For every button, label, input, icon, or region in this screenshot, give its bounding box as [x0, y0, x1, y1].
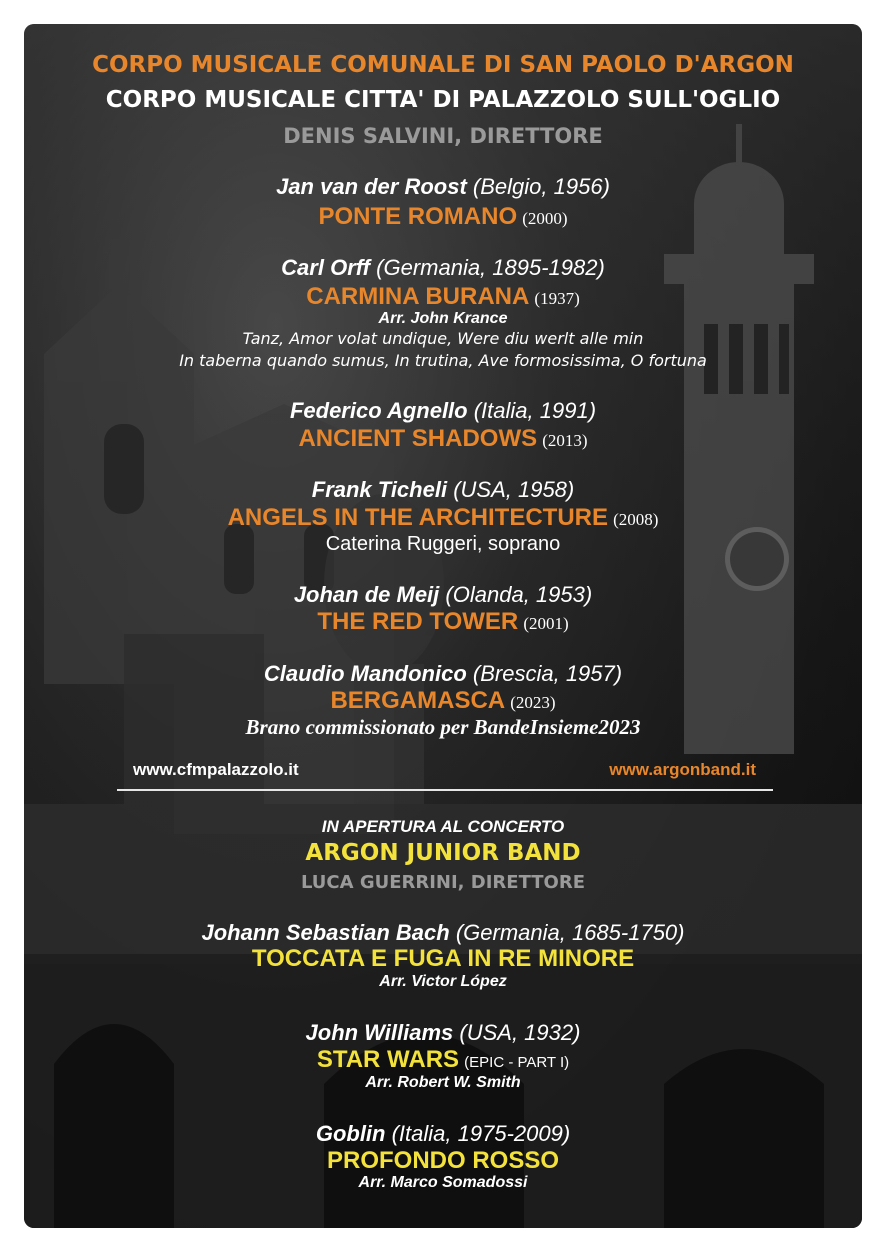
composer-info: (Germania, 1895-1982) — [376, 255, 605, 280]
arranger: Arr. Marco Somadossi — [358, 1174, 528, 1191]
piece-year: (2008) — [613, 510, 659, 529]
composer-line — [24, 922, 862, 944]
composer-name: Johann Sebastian Bach — [201, 920, 450, 945]
composer-info: (Brescia, 1957) — [472, 661, 623, 686]
composer-name: Jan van der Roost — [276, 174, 467, 199]
composer-name: Frank Ticheli — [311, 477, 448, 502]
piece-title: BERGAMASCA — [330, 687, 506, 714]
piece-title: CARMINA BURANA — [306, 283, 530, 310]
movements-line-1: Tanz, Amor volat undique, Were diu werlt alle min — [242, 329, 644, 348]
commission-note: Brano commissionato per BandeInsieme2023 — [245, 715, 641, 739]
composer-name: Claudio Mandonico — [263, 661, 467, 686]
soloist: Caterina Ruggeri, soprano — [325, 533, 561, 555]
piece-title-line — [24, 1048, 862, 1072]
website-link-palazzolo[interactable]: www.cfmpalazzolo.it — [133, 760, 299, 779]
composer-name: Federico Agnello — [289, 398, 468, 423]
piece-year: (2000) — [522, 209, 568, 228]
band-name-argon: CORPO MUSICALE COMUNALE DI SAN PAOLO D'ARGON — [92, 52, 794, 78]
piece-year: (2001) — [523, 614, 569, 633]
piece-year: (1937) — [534, 289, 580, 308]
piece-year: (2023) — [510, 693, 556, 712]
piece-title-line — [24, 506, 862, 530]
composer-info: (Germania, 1685-1750) — [455, 920, 685, 945]
composer-line — [24, 584, 862, 606]
piece-title: STAR WARS — [316, 1046, 460, 1073]
junior-band-name: ARGON JUNIOR BAND — [305, 840, 581, 866]
website-link-argon[interactable]: www.argonband.it — [609, 760, 756, 779]
piece-title-line — [24, 610, 862, 634]
composer-name: Goblin — [315, 1121, 386, 1146]
piece-title: PONTE ROMANO — [318, 203, 518, 230]
arranger: Arr. Robert W. Smith — [365, 1074, 521, 1091]
arranger: Arr. John Krance — [378, 310, 508, 327]
director-label: DENIS SALVINI, DIRETTORE — [283, 124, 603, 148]
composer-line — [24, 663, 862, 685]
piece-title: PROFONDO ROSSO — [326, 1147, 560, 1174]
poster-panel — [24, 24, 862, 1228]
piece-title-line — [24, 427, 862, 451]
piece-year: (2013) — [542, 431, 588, 450]
composer-name: Johan de Meij — [293, 582, 440, 607]
composer-line — [24, 257, 862, 279]
composer-info: (USA, 1958) — [453, 477, 575, 502]
piece-title: TOCCATA E FUGA IN RE MINORE — [251, 945, 635, 972]
piece-title: THE RED TOWER — [317, 608, 519, 635]
junior-director-label: LUCA GUERRINI, DIRETTORE — [300, 872, 586, 893]
composer-line — [24, 479, 862, 501]
arranger: Arr. Victor López — [379, 973, 507, 990]
composer-line — [24, 400, 862, 422]
composer-line — [24, 176, 862, 198]
composer-name: John Williams — [305, 1020, 454, 1045]
composer-info: (Olanda, 1953) — [445, 582, 593, 607]
composer-info: (USA, 1932) — [459, 1020, 581, 1045]
composer-name: Carl Orff — [281, 255, 371, 280]
opening-label: IN APERTURA AL CONCERTO — [321, 817, 565, 836]
band-name-palazzolo: CORPO MUSICALE CITTA' DI PALAZZOLO SULL'OGLIO — [105, 87, 781, 113]
composer-line — [24, 1123, 862, 1145]
composer-info: (Italia, 1975-2009) — [391, 1121, 571, 1146]
piece-title: ANGELS IN THE ARCHITECTURE — [227, 504, 609, 531]
composer-info: (Belgio, 1956) — [472, 174, 610, 199]
composer-info: (Italia, 1991) — [473, 398, 597, 423]
section-divider — [117, 789, 773, 791]
piece-title: ANCIENT SHADOWS — [298, 425, 538, 452]
piece-title-line — [24, 689, 862, 713]
program-content — [24, 24, 862, 1228]
piece-title-line — [24, 205, 862, 229]
piece-subtitle: (EPIC - PART I) — [464, 1054, 570, 1071]
movements-line-2: In taberna quando sumus, In trutina, Ave formosissima, O fortuna — [179, 351, 707, 370]
piece-title-line — [24, 285, 862, 309]
composer-line — [24, 1022, 862, 1044]
